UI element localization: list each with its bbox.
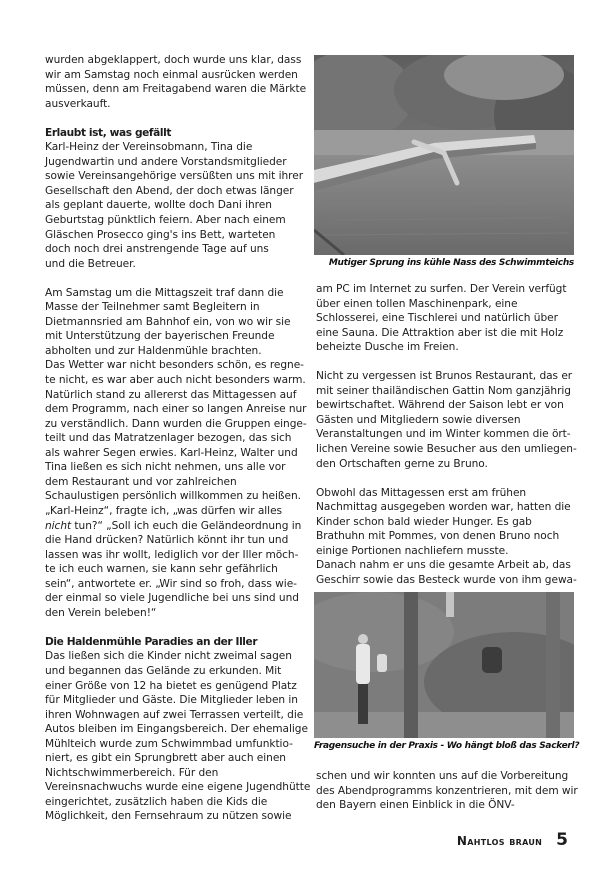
- page-number: 5: [556, 830, 568, 850]
- facilities-paragraph: am PC im Internet zu surfen. Der Verein verfügt über einen tollen Maschinenpark, eine Schlosserei, eine Tischlerei und natürlich über eine Sauna. Die Attraktion aber ist die mit Holz beheizte Dusche im Freien.: [316, 283, 567, 354]
- section2-paragraph: Das ließen sich die Kinder nicht zweimal sagen und begannen das Gelände zu erkunden. Mit einer Größe von 12 ha bietet es genügend Platz für Mitglieder und Gäste. Die Mitglieder leben in ihren Wohnwagen auf zwei Terrassen verteilt, die Autos bleiben im Eingangsbereich. Der ehemalige Mühlteich wurde zum Schwimmbad umfunktio- niert, es gibt ein Sprungbrett aber auch einen Nichtschwimmerbereich. Für den Vereinsnachwuchs wurde eine eigene Jugendhütte eingerichtet, zusätzlich haben die Kids die Möglichkeit, den Fernsehraum zu nützen sowie: [45, 650, 311, 823]
- photo-forest-search-image: [314, 592, 574, 738]
- magazine-name: Nahtlos braun: [456, 834, 543, 848]
- left-column: [45, 53, 310, 824]
- restaurant-paragraph: Nicht zu vergessen ist Brunos Restaurant, das er mit seiner thailändischen Gattin Nom ganzjährig bewirtschaftet. Während der Saison lebt er von Gästen und Mitgliedern sowie diversen Veranstaltungen und im Winter kommen die ört- lichen Vereine sowie Besucher aus den umliegen- den Ortschaften gerne zu Bruno.: [316, 370, 577, 470]
- photo1-caption: Mutiger Sprung ins kühle Nass des Schwimmteichs: [328, 258, 574, 268]
- photo-forest-search: [314, 592, 574, 738]
- photo-swimming-pond-jump: [314, 55, 574, 255]
- right-column-text-top: [316, 282, 577, 587]
- arrival-paragraph: Am Samstag um die Mittagszeit traf dann die Masse der Teilnehmer samt Begleitern in Dietmannsried am Bahnhof ein, von wo wir sie mit Unterstützung der bayerischen Freunde abholten und zur Haldenmühle brachten. Das Wetter war nicht besonders schön, es regne- te nicht, es war aber auch nicht besonders warm. Natürlich stand zu allererst das Mittagessen auf dem Programm, nach einer so langen Anreise nur zu verständlich. Dann wurden die Gruppen einge- teilt und das Matratzenlager bezogen, das sich als wahrer Segen erwies. Karl-Heinz, Walter und Tina ließen es sich nicht nehmen, uns alle vor dem Restaurant und vor zahlreichen Schaulustigen persönlich willkommen zu heißen. „Karl-Heinz“, fragte ich, „was dürfen wir alles nicht tun?“ „Soll ich euch die Geländeordnung in die Hand drücken? Natürlich könnt ihr tun und lassen was ihr wollt, lediglich vor der Iller möch- te ich euch warnen, sie kann sehr gefährlich sein“, antwortete er. „Wir sind so froh, dass wie- der einmal so viele Jugendliche bei uns sind und den Verein beleben!“: [45, 286, 307, 619]
- section-heading-erlaubt: Erlaubt ist, was gefällt: [45, 126, 172, 139]
- section-heading-haldenmuehle: Die Haldenmühle Paradies an der Iller: [45, 635, 258, 648]
- intro-paragraph: wurden abgeklappert, doch wurde uns klar, dass wir am Samstag noch einmal ausrücken werden müssen, denn am Freitagabend waren die Märkte ausverkauft.: [45, 54, 307, 110]
- photo-swimming-pond-image: [314, 55, 574, 255]
- section1-paragraph: Karl-Heinz der Vereinsobmann, Tina die Jugendwartin und andere Vorstandsmitglieder sowie Vereinsangehörige versüßten uns mit ihrer Gesellschaft den Abend, der doch etwas länger als geplant dauerte, wollte doch Dani ihren Geburtstag pünktlich feiern. Aber nach einem Gläschen Prosecco ging's ins Bett, warteten doch noch drei anstrengende Tage auf uns und die Betreuer.: [45, 141, 304, 270]
- lunch-paragraph: Obwohl das Mittagessen erst am frühen Nachmittag ausgegeben worden war, hatten die Kinder schon bald wieder Hunger. Es gab Brathuhn mit Pommes, von denen Bruno noch einige Portionen nachliefern musste. Danach nahm er uns die gesamte Arbeit ab, das Geschirr sowie das Besteck wurde von ihm gewa-: [316, 486, 577, 586]
- photo2-caption: Fragensuche in der Praxis - Wo hängt bloß das Sackerl?: [314, 741, 580, 751]
- right-column-text-bottom: [316, 769, 578, 813]
- page-footer: [457, 830, 568, 850]
- emphasis-nicht: nicht: [45, 519, 72, 532]
- evening-program-paragraph: schen und wir konnten uns auf die Vorbereitung des Abendprogramms konzentrieren, mit dem wir den Bayern einen Einblick in die ÖNV-: [316, 770, 578, 812]
